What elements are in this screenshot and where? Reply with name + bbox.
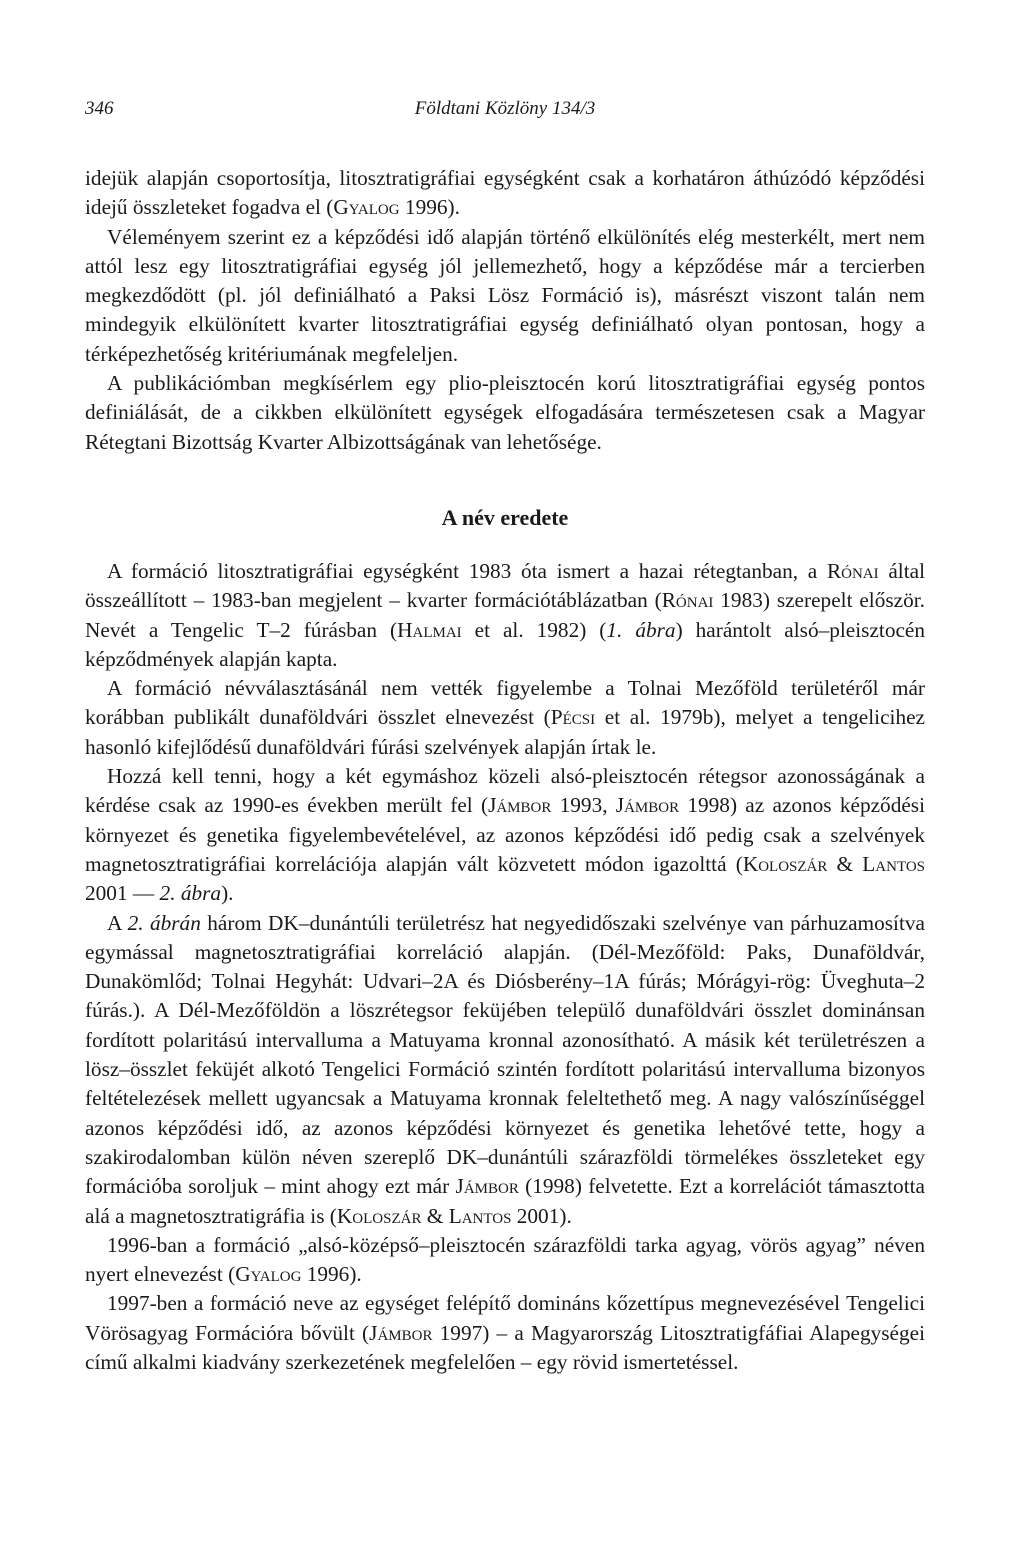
paragraph-3: A publikációmban megkísérlem egy plio-pleisztocén korú litosztratigráfiai egység pontos definiálását, de a cikkben elkülönített egységek elfogadására természetesen csak a Magyar Rétegtani Bizottság Kvarter Albizottságának van lehetősége. xyxy=(85,371,925,454)
text-run: & xyxy=(827,851,863,876)
text-run: (1998) felvetette. Ezt a korrelációt támasztotta alá a magnetosztratigráfia is ( xyxy=(85,1174,925,1228)
author-citation: Jámbor xyxy=(369,1320,433,1345)
author-citation: Lantos xyxy=(862,851,926,876)
author-citation: Koloszár xyxy=(742,851,828,876)
text-run: ) harántolt alsó–pleisztocén képződmények alapján kapta. xyxy=(85,617,926,671)
text-run: 1996-ban a formáció „alsó-középső–pleisztocén szárazföldi tarka agyag, vörös agyag” néven nyert elnevezést ( xyxy=(85,1232,925,1287)
text-run: 2001 — xyxy=(85,881,160,906)
author-citation: Rónai xyxy=(826,558,879,583)
paragraph-1 xyxy=(85,164,925,223)
text-run: & xyxy=(421,1203,449,1228)
paragraph-9 xyxy=(85,1289,925,1377)
article-body xyxy=(85,164,925,1377)
author-citation: Pécsi xyxy=(550,705,596,730)
author-citation: Jámbor xyxy=(488,793,552,818)
text-run: 1983) szerepelt először. Nevét a Tengelic T–2 fúrásban ( xyxy=(85,588,925,642)
paragraph-6 xyxy=(85,762,925,908)
text-run: et al. 1979b), melyet a tengelicihez hasonló kifejlődésű dunaföldvári fúrási szelvények alapján írtak le. xyxy=(85,705,925,759)
journal-title: Földtani Közlöny 134/3 xyxy=(414,98,596,119)
text-run: A formáció litosztratigráfiai egységként 1983 óta ismert a hazai rétegtanban, a xyxy=(107,558,827,583)
text-run: 1993, xyxy=(551,793,616,818)
page-number: 346 xyxy=(85,98,114,119)
author-citation: Lantos xyxy=(448,1203,512,1228)
figure-reference: 2. ábrán xyxy=(127,910,201,935)
paragraph-4 xyxy=(85,557,925,674)
text-run: ). xyxy=(221,881,234,906)
author-citation: Rónai xyxy=(661,588,714,613)
paragraph-7 xyxy=(85,909,925,1231)
text-run: idejük alapján csoportosítja, litosztratigráfiai egységként csak a korhatáron áthúzódó képződési idejű összleteket fogadva el ( xyxy=(85,166,925,220)
text-run: Hozzá kell tenni, hogy a két egymáshoz közeli alsó-pleisztocén rétegsor azonosságának a kérdése csak az 1990-es években merült fel ( xyxy=(85,764,925,818)
author-citation: Jámbor xyxy=(615,793,680,818)
text-run: A xyxy=(107,910,128,935)
text-run: három DK–dunántúli területrész hat negyedidőszaki szelvénye van párhuzamosítva egymással magnetosztratigráfiai korreláció alapján. (Dél-Mezőföld: Paks, Dunaföldvár, Dunakömlőd; Tolnai Hegyhát: Udvari–2A és Diósberény–1A fúrás; Mórágyi-rög: Üveghuta–2 fúrás.). A Dél-Mezőföldön a löszrétegsor feküjében települő dunaföldvári összlet dominánsan fordított polaritású intervalluma a Matuyama kronnal azonosítható. A másik két területrészen a lösz–összlet feküjét alkotó Tengelici Formáció szintén fordított polaritású intervalluma bizonyos feltételezések mellett ugyancsak a Matuyama kronnak feleltethető meg. A nagy valószínűséggel azonos képződési idő, az azonos képződési környezet és genetika lehetővé tette, hogy a szakirodalomban külön néven szereplő DK–dunántúli szárazföldi törmelékes összleteket egy formációba soroljuk – mint ahogy ezt már xyxy=(85,910,925,1199)
text-run: 1997) – a Magyarország Litosztratigfáfiai Alapegységei című alkalmi kiadvány szerkezetének megfelelően – egy rövid ismertetéssel. xyxy=(85,1320,925,1374)
text-run: 1998) az azonos képződési környezet és genetika figyelembevételével, az azonos képződési idő pedig csak a szelvények magnetosztratigráfiai korrelációja alapján vált közvetett módon igazolttá ( xyxy=(85,793,925,876)
paragraph-2: Véleményem szerint ez a képződési idő alapján történő elkülönítés elég mesterkélt, mert nem attól lesz egy litosztratigráfiai egység jól jellemezhető, hogy a képződése már a tercierben megkezdődött (pl. jól definiálható a Paksi Lösz Formáció is), másrészt viszont talán nem mindegyik elkülönített kvarter litosztratigráfiai egység definiálható olyan pontosan, hogy a térképezhetőség kritériumának megfeleljen. xyxy=(85,224,925,366)
paragraph-5 xyxy=(85,674,925,762)
paragraph-8 xyxy=(85,1231,925,1290)
author-citation: Gyalog xyxy=(333,195,400,220)
text-run: 2001). xyxy=(511,1203,572,1228)
author-citation: Jámbor xyxy=(455,1174,519,1199)
text-run: által összeállított – 1983-ban megjelent – kvarter formációtáblázatban ( xyxy=(85,558,925,613)
figure-reference: 1. ábra xyxy=(606,617,676,642)
author-citation: Halmai xyxy=(397,617,462,642)
text-run: 1996). xyxy=(399,195,460,220)
text-run: A formáció névválasztásánál nem vették figyelembe a Tolnai Mezőföld területéről már korábban publikált dunaföldvári összlet elnevezést ( xyxy=(85,676,925,730)
author-citation: Gyalog xyxy=(235,1262,302,1287)
figure-reference: 2. ábra xyxy=(159,881,222,906)
text-run: 1997-ben a formáció neve az egységet felépítő domináns kőzettípus megnevezésével Tengelici Vörösagyag Formációra bővült ( xyxy=(85,1291,925,1345)
text-run: 1996). xyxy=(301,1262,362,1287)
section-heading: A név eredete xyxy=(441,504,569,530)
author-citation: Koloszár xyxy=(336,1203,422,1228)
text-run: et al. 1982) ( xyxy=(461,617,607,642)
running-header xyxy=(85,98,925,128)
